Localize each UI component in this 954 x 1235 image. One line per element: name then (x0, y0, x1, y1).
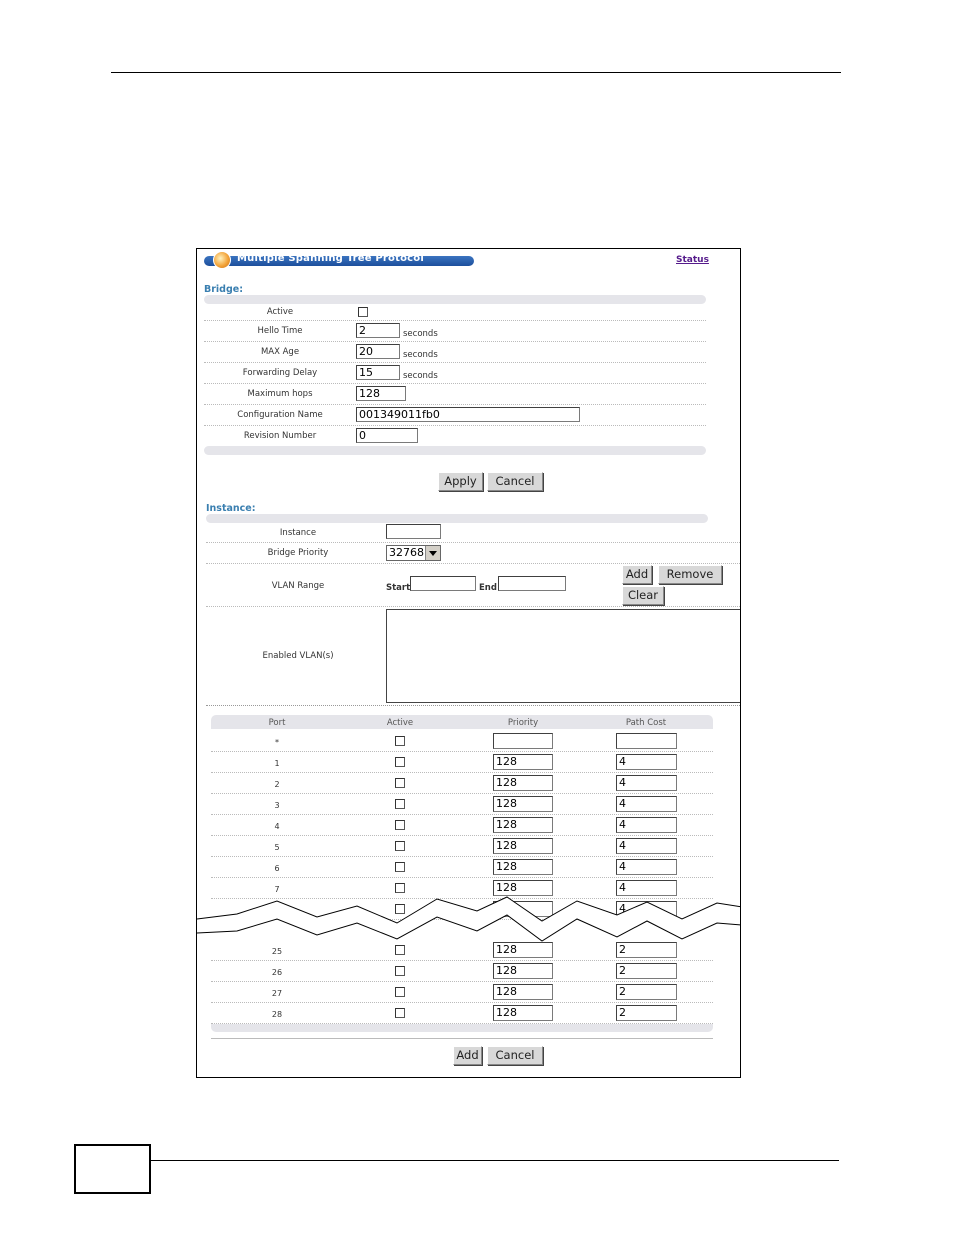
page-number-box (74, 1144, 151, 1194)
remove-vlan-button[interactable]: Remove (658, 565, 722, 584)
port-priority-input[interactable]: 128 (493, 817, 553, 833)
vlan-start-input[interactable] (410, 576, 476, 591)
page-title: Multiple Spanning Tree Protocol (237, 253, 424, 264)
hello-time-input[interactable]: 2 (356, 323, 400, 338)
port-path-cost-input[interactable]: 4 (616, 859, 677, 875)
active-label: Active (266, 307, 294, 317)
instance-top-band (206, 514, 708, 523)
port-priority-input[interactable] (493, 733, 553, 749)
config-name-input[interactable]: 001349011fb0 (356, 407, 580, 422)
port-priority-input[interactable]: 128 (493, 859, 553, 875)
port-priority-input[interactable]: 128 (493, 1005, 553, 1021)
vlan-range-label: VLAN Range (271, 581, 325, 591)
chevron-down-icon[interactable] (425, 546, 440, 560)
port-number: 26 (271, 968, 283, 977)
port-path-cost-input[interactable]: 2 (616, 984, 677, 1000)
port-active-checkbox[interactable] (395, 820, 405, 830)
table-break-zigzag (197, 889, 741, 959)
title-orb-icon (213, 251, 231, 269)
active-column-header: Active (386, 718, 414, 728)
port-number: 4 (274, 822, 280, 831)
bridge-priority-value: 32768 (389, 546, 424, 559)
port-active-checkbox[interactable] (395, 966, 405, 976)
table-row-divider (211, 751, 713, 752)
port-priority-input[interactable]: 128 (493, 942, 553, 958)
max-hops-label: Maximum hops (247, 389, 313, 399)
port-number: 6 (274, 864, 280, 873)
revision-number-input[interactable]: 0 (356, 428, 418, 443)
port-active-checkbox[interactable] (395, 841, 405, 851)
port-number: 7 (274, 885, 280, 894)
port-number: 5 (274, 843, 280, 852)
port-path-cost-input[interactable]: 2 (616, 1005, 677, 1021)
port-active-checkbox[interactable] (395, 862, 405, 872)
row-divider (206, 563, 741, 564)
port-path-cost-input[interactable]: 4 (616, 880, 677, 896)
footer-rule (151, 1160, 839, 1161)
row-divider (204, 404, 706, 405)
clear-vlan-button[interactable]: Clear (622, 586, 664, 605)
port-number: 1 (274, 759, 280, 768)
table-row-divider (211, 793, 713, 794)
forwarding-delay-input[interactable]: 15 (356, 365, 400, 380)
port-path-cost-input[interactable]: 4 (616, 901, 677, 917)
header-rule (111, 72, 841, 73)
revision-number-label: Revision Number (243, 431, 317, 441)
table-row-divider (211, 856, 713, 857)
vlan-end-label: End (479, 583, 497, 593)
port-priority-input[interactable]: 128 (493, 880, 553, 896)
priority-column-header: Priority (507, 718, 539, 728)
hello-time-unit: seconds (403, 329, 438, 339)
status-link[interactable]: Status (676, 255, 709, 265)
max-age-input[interactable]: 20 (356, 344, 400, 359)
port-active-checkbox[interactable] (395, 987, 405, 997)
port-priority-input[interactable]: 128 (493, 754, 553, 770)
port-active-checkbox[interactable] (395, 736, 405, 746)
port-priority-input[interactable]: 128 (493, 984, 553, 1000)
instance-section-label: Instance: (206, 503, 256, 514)
port-active-checkbox[interactable] (395, 757, 405, 767)
port-path-cost-input[interactable]: 2 (616, 942, 677, 958)
add-vlan-button[interactable]: Add (622, 565, 652, 584)
port-active-checkbox[interactable] (395, 1008, 405, 1018)
table-row-divider (211, 981, 713, 982)
bridge-top-band (204, 295, 706, 304)
torn-edge-line (206, 705, 741, 708)
vlan-start-label: Start (386, 583, 411, 593)
port-path-cost-input[interactable]: 2 (616, 963, 677, 979)
bridge-bottom-band (204, 446, 706, 455)
row-divider (204, 383, 706, 384)
port-active-checkbox[interactable] (395, 799, 405, 809)
cancel-button[interactable]: Cancel (487, 1046, 543, 1065)
max-age-unit: seconds (403, 350, 438, 360)
table-row-divider (211, 960, 713, 961)
instance-label: Instance (279, 528, 317, 538)
instance-input[interactable] (386, 524, 441, 539)
table-row-divider (211, 814, 713, 815)
port-number: 2 (274, 780, 280, 789)
forwarding-delay-unit: seconds (403, 371, 438, 381)
port-path-cost-input[interactable]: 4 (616, 796, 677, 812)
row-divider (204, 425, 706, 426)
port-priority-input[interactable]: 128 (493, 963, 553, 979)
row-divider (204, 341, 706, 342)
port-number: 28 (271, 1010, 283, 1019)
max-hops-input[interactable]: 128 (356, 386, 406, 401)
port-column-header: Port (268, 718, 286, 728)
port-number: * (275, 738, 279, 747)
max-age-label: MAX Age (260, 347, 300, 357)
add-button[interactable]: Add (453, 1046, 482, 1065)
port-priority-input[interactable]: 128 (493, 796, 553, 812)
path-cost-column-header: Path Cost (625, 718, 667, 728)
bridge-cancel-button[interactable]: Cancel (487, 472, 543, 491)
hello-time-label: Hello Time (257, 326, 303, 336)
vlan-end-input[interactable] (498, 576, 566, 591)
port-priority-input[interactable]: 128 (493, 838, 553, 854)
port-path-cost-input[interactable]: 4 (616, 817, 677, 833)
apply-button[interactable]: Apply (438, 472, 483, 491)
table-row-divider (211, 877, 713, 878)
port-number: 25 (271, 947, 283, 956)
row-divider (204, 320, 706, 321)
port-table-footer (211, 1024, 713, 1032)
row-divider (206, 606, 741, 607)
screenshot-frame (196, 248, 741, 1078)
port-priority-input[interactable]: 128 (493, 775, 553, 791)
table-row-divider (211, 1002, 713, 1003)
port-path-cost-input[interactable] (616, 733, 677, 749)
port-path-cost-input[interactable]: 4 (616, 838, 677, 854)
bridge-section-label: Bridge: (204, 284, 244, 295)
row-divider (204, 362, 706, 363)
footer-divider (211, 1038, 713, 1039)
table-row-divider (211, 835, 713, 836)
bridge-priority-label: Bridge Priority (267, 548, 329, 558)
config-name-label: Configuration Name (237, 410, 323, 420)
port-path-cost-input[interactable]: 4 (616, 754, 677, 770)
row-divider (206, 542, 741, 543)
enabled-vlans-listbox[interactable] (386, 609, 741, 703)
port-active-checkbox[interactable] (395, 778, 405, 788)
port-path-cost-input[interactable]: 4 (616, 775, 677, 791)
port-number: 27 (271, 989, 283, 998)
bridge-priority-select[interactable] (386, 545, 441, 561)
port-number: 3 (274, 801, 280, 810)
bridge-active-checkbox[interactable] (358, 307, 368, 317)
enabled-vlans-label: Enabled VLAN(s) (262, 651, 334, 661)
forwarding-delay-label: Forwarding Delay (242, 368, 318, 378)
table-row-divider (211, 772, 713, 773)
